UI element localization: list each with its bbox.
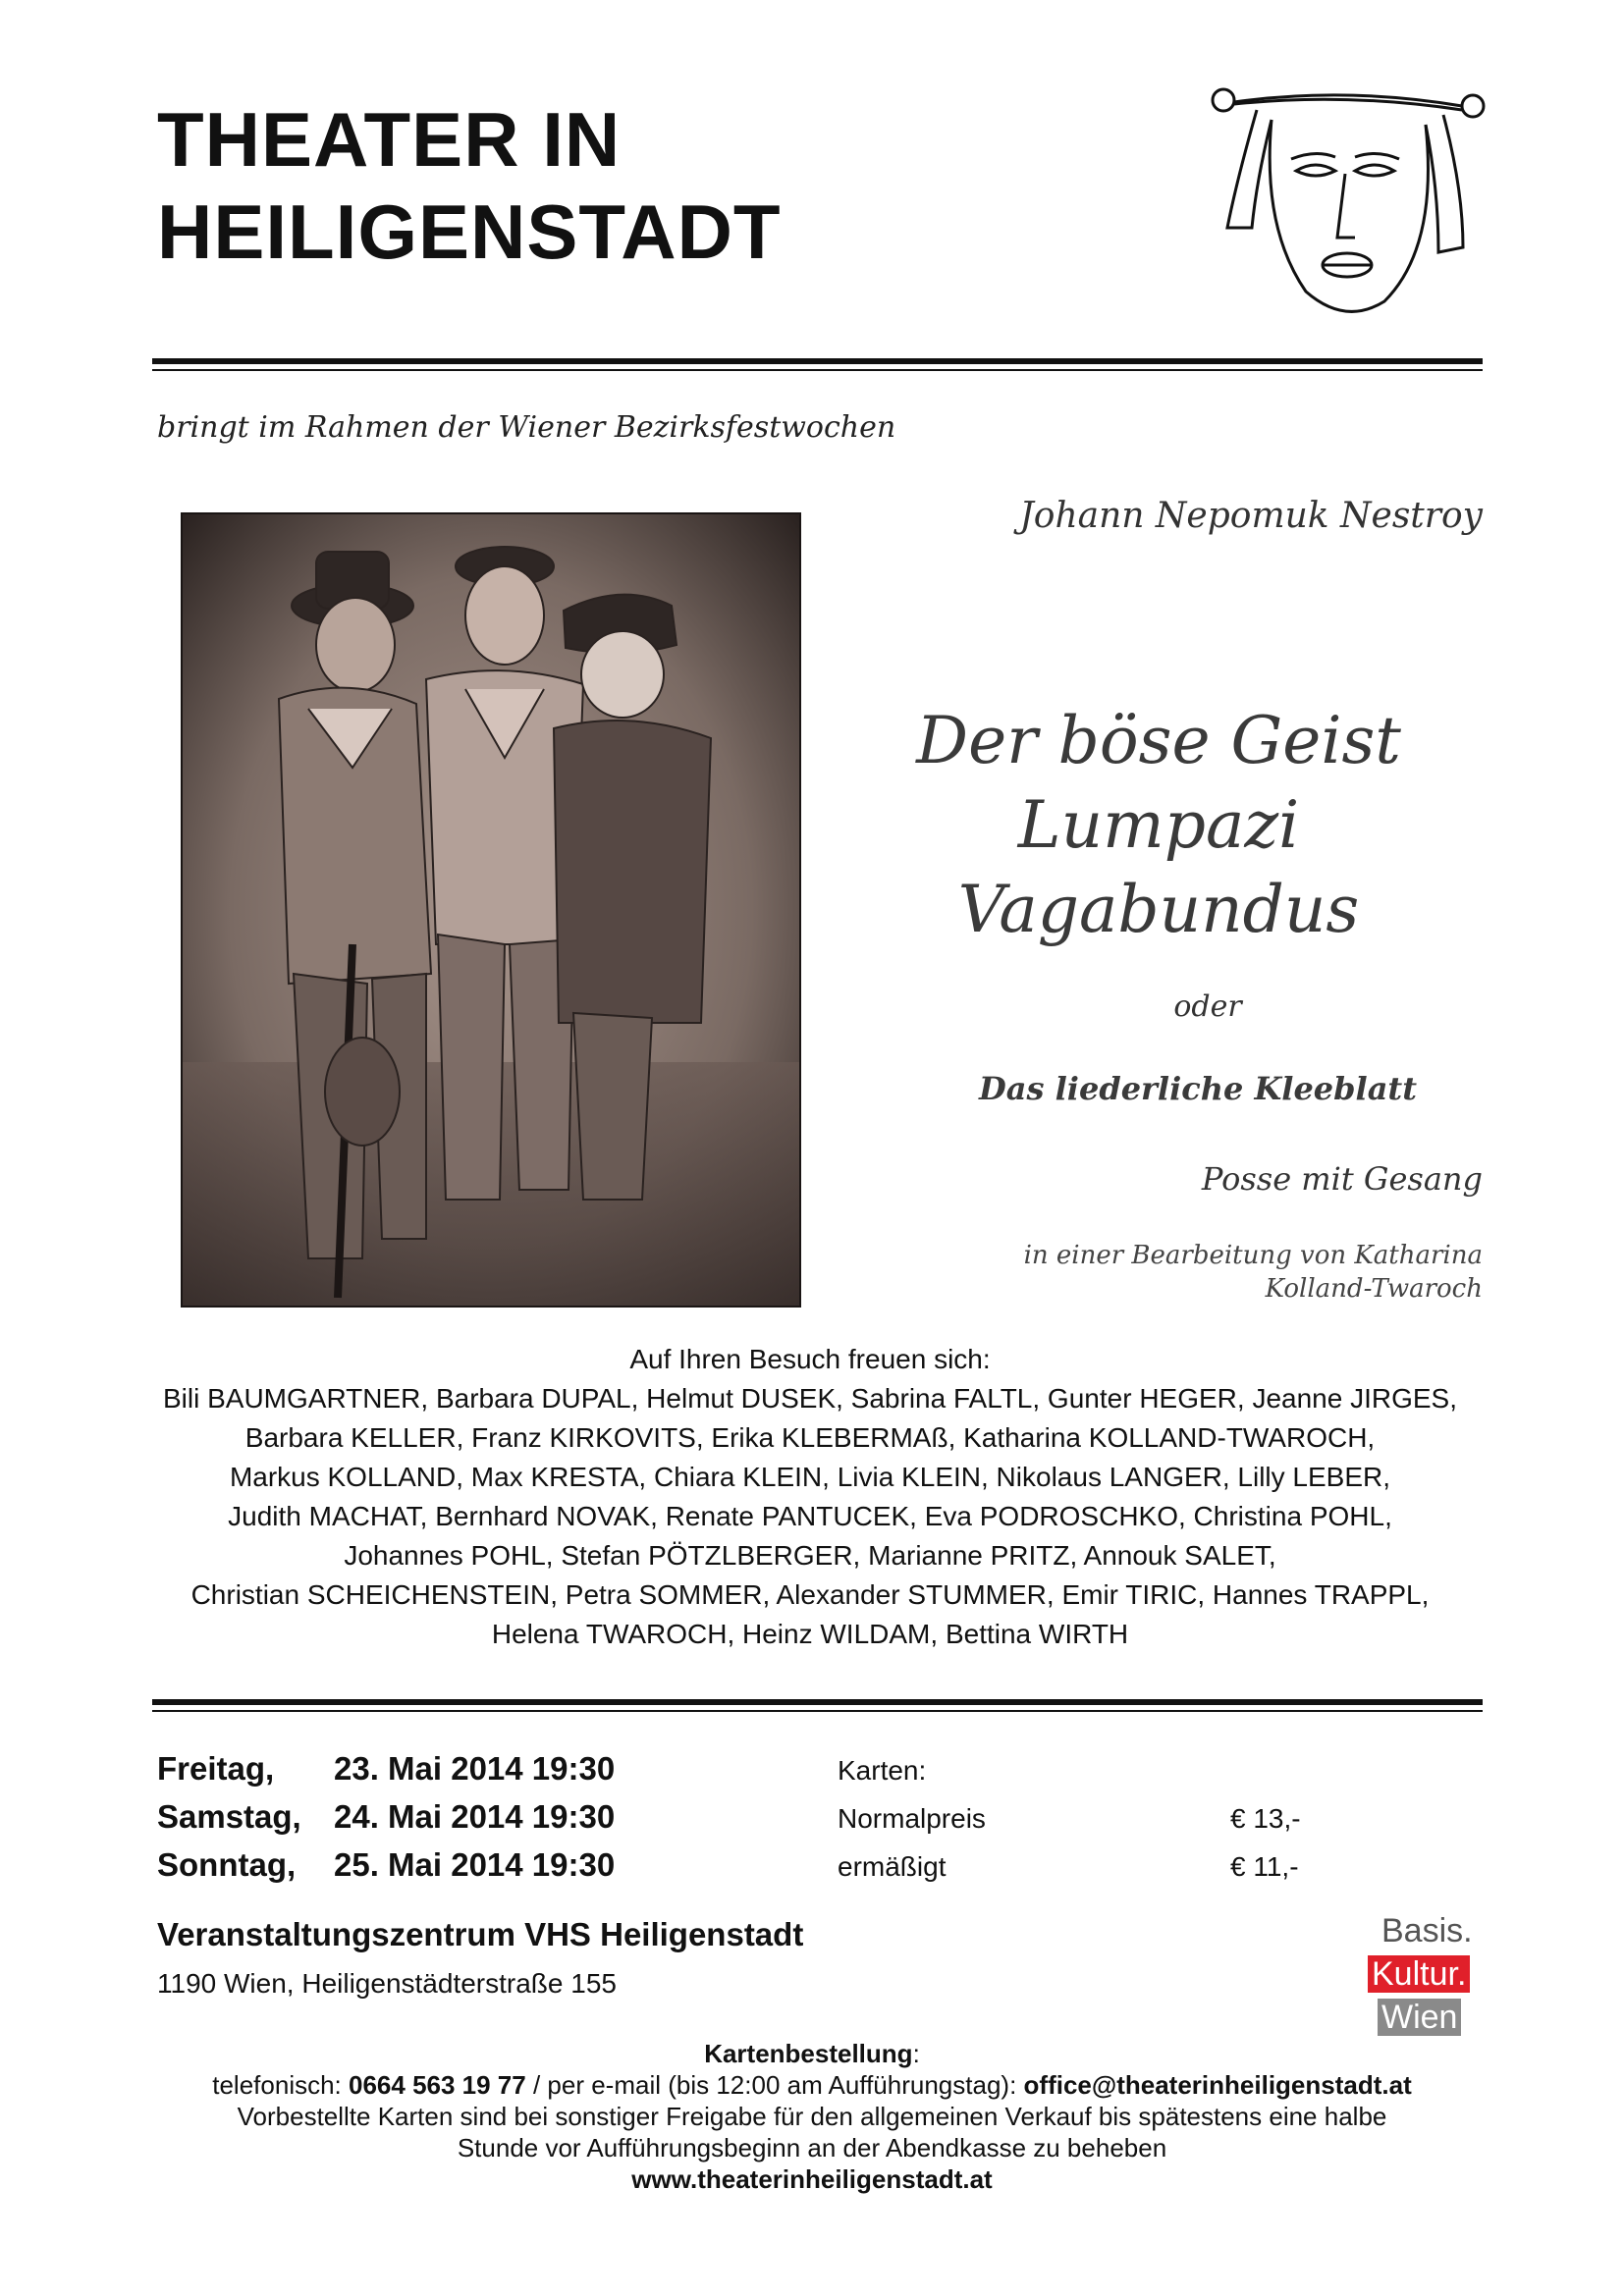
play-title	[884, 699, 1434, 952]
venue-address: 1190 Wien, Heiligenstädterstraße 155	[157, 1968, 617, 1999]
venue-name: Veranstaltungszentrum VHS Heiligenstadt	[157, 1916, 804, 1952]
adaptation-line-2: Kolland-Twaroch	[1265, 1274, 1483, 1304]
booking-info	[118, 2038, 1506, 2195]
phone-prefix: telefonisch:	[212, 2070, 349, 2100]
schedule-rule-thick	[152, 1699, 1483, 1705]
price-label: ermäßigt	[838, 1851, 947, 1882]
cast-photo	[181, 512, 801, 1308]
schedule-date: 23. Mai 2014 19:30	[334, 1750, 616, 1787]
cast-line: Markus KOLLAND, Max KRESTA, Chiara KLEIN, Livia KLEIN, Nikolaus LANGER, Lilly LEBER,	[229, 1462, 1391, 1492]
intro-text: bringt im Rahmen der Wiener Bezirksfestwochen	[157, 410, 896, 445]
website-link[interactable]: www.theaterinheiligenstadt.at	[631, 2164, 993, 2194]
header-rule-thick	[152, 358, 1483, 364]
logo-line-3: Wien	[1378, 1999, 1461, 2036]
title-line-2: HEILIGENSTADT	[157, 188, 782, 275]
schedule-day: Freitag,	[157, 1750, 275, 1787]
cast-line: Christian SCHEICHENSTEIN, Petra SOMMER, Alexander STUMMER, Emir TIRIC, Hannes TRAPPL,	[190, 1579, 1430, 1610]
theater-mask-icon	[1198, 80, 1492, 336]
booking-note-line-1: Vorbestellte Karten sind bei sonstiger Freigabe für den allgemeinen Verkauf bis spätestens eine halbe	[237, 2102, 1387, 2131]
price-label: Normalpreis	[838, 1803, 986, 1834]
play-genre: Posse mit Gesang	[1201, 1160, 1483, 1198]
adaptation-line-1: in einer Bearbeitung von Katharina	[1023, 1241, 1483, 1270]
tickets-heading: Karten:	[838, 1755, 927, 1786]
schedule-day: Sonntag,	[157, 1846, 297, 1883]
play-title-line-2: Lumpazi	[1017, 787, 1300, 863]
email-prefix: / per e-mail (bis 12:00 am Aufführungstag):	[525, 2070, 1024, 2100]
title-line-1: THEATER IN	[157, 96, 622, 183]
cast-line: Judith MACHAT, Bernhard NOVAK, Renate PANTUCEK, Eva PODROSCHKO, Christina POHL,	[228, 1501, 1392, 1531]
basis-kultur-wien-logo	[1368, 1912, 1513, 2040]
cast-line: Bili BAUMGARTNER, Barbara DUPAL, Helmut DUSEK, Sabrina FALTL, Gunter HEGER, Jeanne JIRGES,	[162, 1383, 1457, 1414]
page-title	[157, 93, 782, 278]
play-title-line-1: Der böse Geist	[916, 703, 1401, 778]
schedule-date: 24. Mai 2014 19:30	[334, 1798, 616, 1835]
adaptation-credit	[1024, 1239, 1483, 1306]
cast-line: Helena TWAROCH, Heinz WILDAM, Bettina WIRTH	[491, 1619, 1129, 1649]
booking-note-line-2: Stunde vor Aufführungsbeginn an der Abendkasse zu beheben	[457, 2133, 1167, 2163]
email-link[interactable]: office@theaterinheiligenstadt.at	[1023, 2070, 1412, 2100]
cast-list	[137, 1340, 1483, 1654]
cast-heading: Auf Ihren Besuch freuen sich:	[629, 1344, 991, 1374]
booking-heading: Kartenbestellung	[704, 2039, 913, 2068]
play-subtitle: Das liederliche Kleeblatt	[979, 1070, 1417, 1107]
booking-heading-line	[118, 2038, 1506, 2069]
oder-text: oder	[1173, 989, 1242, 1024]
phone-number[interactable]: 0664 563 19 77	[349, 2070, 526, 2100]
logo-line-1: Basis.	[1381, 1912, 1473, 1949]
booking-contact-line	[118, 2069, 1506, 2101]
play-title-line-3: Vagabundus	[957, 872, 1360, 947]
booking-heading-suffix: :	[912, 2039, 920, 2068]
author-name: Johann Nepomuk Nestroy	[1019, 496, 1483, 536]
schedule-date: 25. Mai 2014 19:30	[334, 1846, 616, 1883]
price-value: € 11,-	[1230, 1851, 1299, 1882]
schedule-day: Samstag,	[157, 1798, 301, 1835]
price-value: € 13,-	[1230, 1803, 1301, 1834]
header-rule-thin	[152, 369, 1483, 371]
cast-line: Johannes POHL, Stefan PÖTZLBERGER, Marianne PRITZ, Annouk SALET,	[344, 1540, 1276, 1571]
schedule-rule-thin	[152, 1710, 1483, 1712]
logo-line-2: Kultur.	[1368, 1955, 1470, 1993]
cast-line: Barbara KELLER, Franz KIRKOVITS, Erika KLEBERMAß, Katharina KOLLAND-TWAROCH,	[244, 1422, 1376, 1453]
